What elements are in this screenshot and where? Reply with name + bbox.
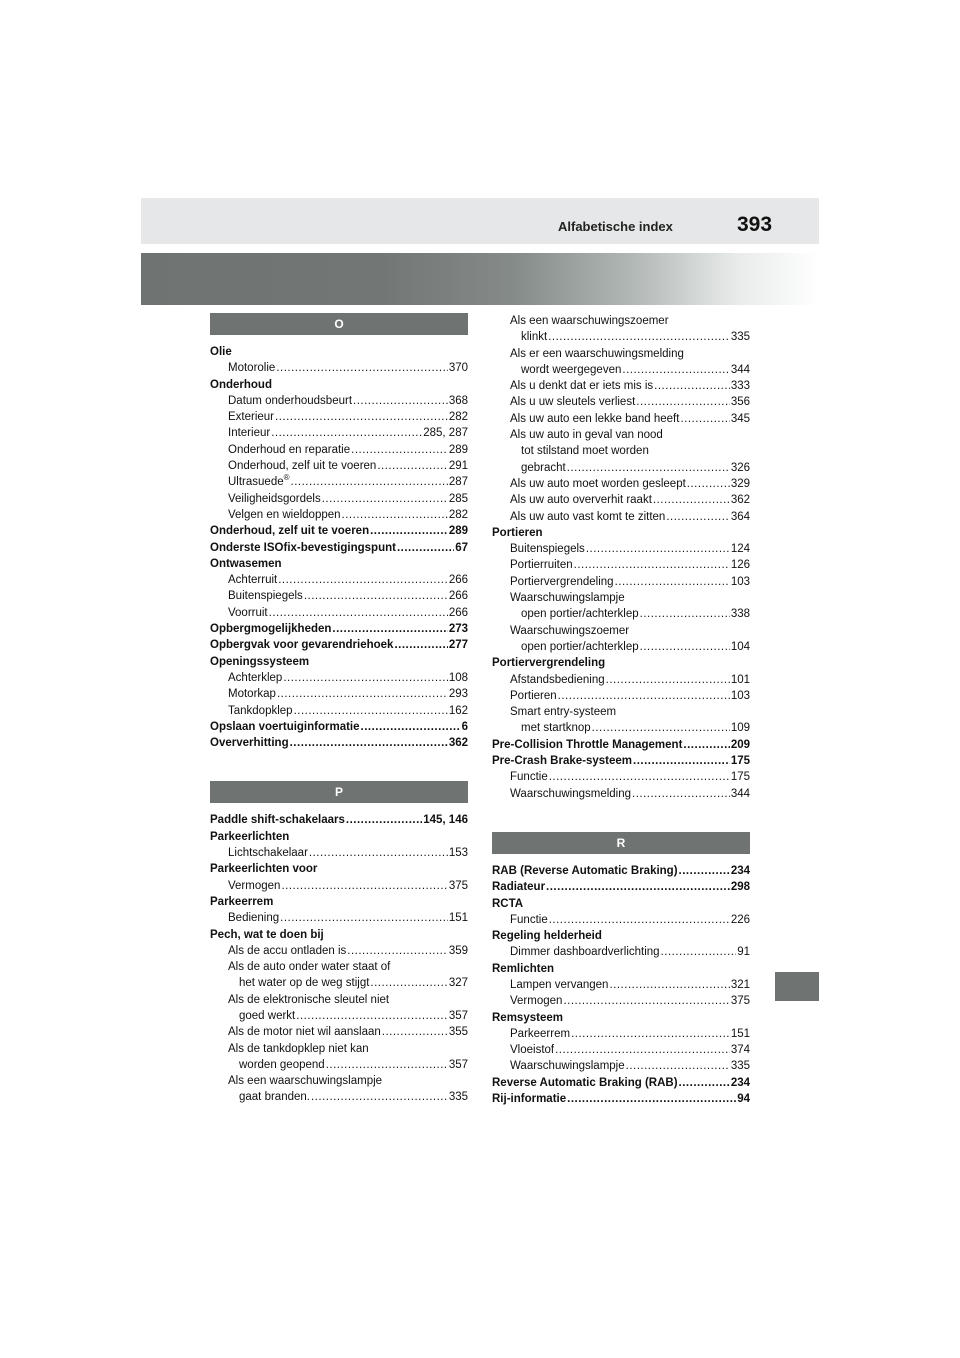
index-term-entry: Pre-Crash Brake-systeem ..... 175 [492, 753, 750, 769]
index-entry: Als uw auto moet worden gesleept ..... 329 [492, 476, 750, 492]
index-entry: wordt weergegeven ..... 344 [492, 362, 750, 378]
index-entry: Velgen en wieldoppen ..... 282 [210, 507, 468, 523]
index-term: Onderhoud [210, 378, 272, 391]
index-entry: Als de motor niet wil aanslaan ..... 355 [210, 1024, 468, 1040]
index-entry: Waarschuwingslampje ..... 335 [492, 1058, 750, 1074]
index-entry: Als uw auto vast komt te zitten ..... 364 [492, 509, 750, 525]
index-entry: Dimmer dashboardverlichting ..... 91 [492, 944, 750, 960]
index-entry-line: Als de tankdopklep niet kan [228, 1042, 369, 1055]
index-entry: Functie ..... 175 [492, 769, 750, 785]
index-entry: Exterieur ..... 282 [210, 409, 468, 425]
index-entry: Motorkap ..... 293 [210, 686, 468, 702]
index-entry: Als uw auto een lekke band heeft ..... 345 [492, 411, 750, 427]
index-entry: Buitenspiegels ..... 124 [492, 541, 750, 557]
section-header-r: R [492, 832, 750, 854]
index-entry-line: Als er een waarschuwingsmelding [510, 347, 684, 360]
index-entry: Als uw auto oververhit raakt ..... 362 [492, 492, 750, 508]
index-entry-line: Als uw auto in geval van nood [510, 429, 663, 442]
index-entry: Buitenspiegels ..... 266 [210, 588, 468, 604]
index-entry: Portierruiten ..... 126 [492, 557, 750, 573]
section-thumb-tab [775, 972, 819, 1001]
index-term: Parkeerlichten [210, 830, 290, 843]
index-term-entry: Reverse Automatic Braking (RAB) ..... 234 [492, 1075, 750, 1091]
index-entry: Lampen vervangen ..... 321 [492, 977, 750, 993]
index-entry: Motorolie ..... 370 [210, 360, 468, 376]
index-entry: Achterruit ..... 266 [210, 572, 468, 588]
index-entry: gebracht ..... 326 [492, 460, 750, 476]
index-term-entry: Opbergvak voor gevarendriehoek ..... 277 [210, 637, 468, 653]
index-entry: open portier/achterklep ..... 338 [492, 606, 750, 622]
index-term: Portieren [492, 526, 543, 539]
index-entry-line: Als de elektronische sleutel niet [228, 993, 390, 1006]
index-term: Remlichten [492, 962, 554, 975]
index-entry: gaat branden. ..... 335 [210, 1089, 468, 1105]
index-term-entry: Rij-informatie ..... 94 [492, 1091, 750, 1107]
index-entry: Vermogen ..... 375 [492, 993, 750, 1009]
index-entry: Parkeerrem ..... 151 [492, 1026, 750, 1042]
index-entry: Achterklep ..... 108 [210, 670, 468, 686]
section-header-o: O [210, 313, 468, 335]
index-entry: Bediening ..... 151 [210, 910, 468, 926]
index-column-left [210, 313, 468, 1106]
index-term: Pech, wat te doen bij [210, 928, 324, 941]
index-entry: Interieur ..... 285, 287 [210, 425, 468, 441]
index-column-right [492, 313, 750, 1107]
index-entry: Als de accu ontladen is ..... 359 [210, 943, 468, 959]
index-entry: Portieren ..... 103 [492, 688, 750, 704]
index-entry: Onderhoud en reparatie ..... 289 [210, 442, 468, 458]
index-entry: Functie ..... 226 [492, 912, 750, 928]
index-entry: Waarschuwingsmelding ..... 344 [492, 786, 750, 802]
index-entry: klinkt ..... 335 [492, 329, 750, 345]
decorative-gradient-band [141, 253, 819, 305]
index-term: Olie [210, 346, 232, 358]
index-entry: Vloeistof ..... 374 [492, 1042, 750, 1058]
index-term-entry: Pre-Collision Throttle Management ..... 209 [492, 737, 750, 753]
index-entry-line: Smart entry-systeem [510, 706, 617, 719]
index-entry: goed werkt ..... 357 [210, 1008, 468, 1024]
index-entry: Portiervergrendeling ..... 103 [492, 574, 750, 590]
index-entry: Onderhoud, zelf uit te voeren ..... 291 [210, 458, 468, 474]
index-entry-line: tot stilstand moet worden [521, 445, 649, 458]
index-entry-line: Waarschuwingszoemer [510, 624, 630, 637]
index-term-entry: Onderste ISOfix-bevestigingspunt ..... 67 [210, 540, 468, 556]
index-term-entry: Opbergmogelijkheden ..... 273 [210, 621, 468, 637]
header-title: Alfabetische index [558, 219, 673, 234]
section-header-p: P [210, 781, 468, 803]
index-entry: open portier/achterklep ..... 104 [492, 639, 750, 655]
index-entry: Als u denkt dat er iets mis is ..... 333 [492, 378, 750, 394]
index-entry: Ultrasuede® ..... 287 [210, 474, 468, 490]
index-entry-line: Als de auto onder water staat of [228, 961, 391, 974]
index-term: Ontwasemen [210, 557, 282, 570]
index-entry: Vermogen ..... 375 [210, 878, 468, 894]
index-entry: Tankdopklep ..... 162 [210, 703, 468, 719]
index-entry: Voorruit ..... 266 [210, 605, 468, 621]
index-term-entry: Paddle shift-schakelaars ..... 145, 146 [210, 812, 468, 828]
index-term-entry: Onderhoud, zelf uit te voeren ..... 289 [210, 523, 468, 539]
index-term: Parkeerlichten voor [210, 863, 318, 876]
registered-mark: ® [283, 473, 290, 483]
index-term: RCTA [492, 897, 524, 910]
header-band [141, 198, 819, 244]
index-term: Parkeerrem [210, 895, 274, 908]
index-term: Remsysteem [492, 1011, 563, 1024]
index-entry: met startknop ..... 109 [492, 720, 750, 736]
index-entry-line: Als een waarschuwingslampje [228, 1075, 383, 1088]
index-entry: Datum onderhoudsbeurt ..... 368 [210, 393, 468, 409]
index-entry: Afstandsbediening ..... 101 [492, 672, 750, 688]
page-number: 393 [737, 213, 773, 236]
index-entry-line: Waarschuwingslampje [510, 592, 625, 605]
index-term: Regeling helderheid [492, 930, 602, 943]
index-entry: worden geopend ..... 357 [210, 1057, 468, 1073]
index-entry: Lichtschakelaar ..... 153 [210, 845, 468, 861]
index-term-entry: Radiateur ..... 298 [492, 879, 750, 895]
index-term-entry: Oververhitting ..... 362 [210, 735, 468, 751]
index-term: Openingssysteem [210, 655, 310, 668]
index-term: Portiervergrendeling [492, 657, 606, 670]
index-entry: Als u uw sleutels verliest ..... 356 [492, 394, 750, 410]
index-term-entry: Opslaan voertuiginformatie ..... 6 [210, 719, 468, 735]
index-entry: het water op de weg stijgt ..... 327 [210, 975, 468, 991]
index-entry-line: Als een waarschuwingszoemer [510, 315, 669, 327]
index-entry: Veiligheidsgordels ..... 285 [210, 491, 468, 507]
index-term-entry: RAB (Reverse Automatic Braking) ..... 234 [492, 863, 750, 879]
